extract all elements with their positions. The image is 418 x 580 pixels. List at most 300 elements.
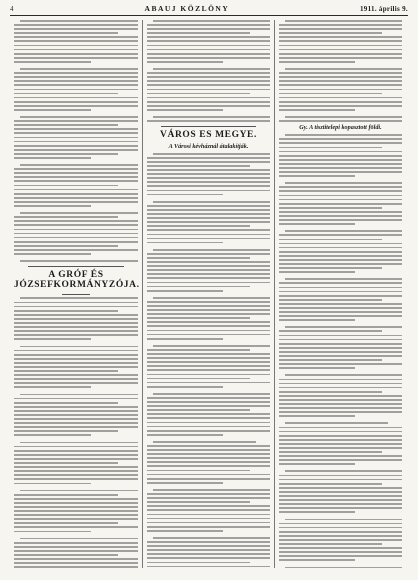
text-line	[147, 242, 223, 244]
text-line	[14, 201, 138, 203]
text-line	[147, 518, 270, 520]
text-line	[14, 145, 138, 147]
text-line	[147, 72, 270, 74]
text-line	[279, 543, 382, 545]
text-line	[147, 430, 270, 432]
text-line	[279, 299, 382, 301]
text-line	[279, 32, 382, 34]
text-line	[14, 109, 91, 111]
text-line	[14, 566, 138, 568]
text-line	[279, 215, 402, 217]
text-line	[147, 190, 270, 192]
text-line	[279, 40, 402, 42]
text-line	[147, 405, 270, 407]
text-line	[147, 465, 270, 467]
text-line	[279, 259, 402, 261]
text-line	[279, 427, 402, 429]
text-line	[147, 61, 223, 63]
masthead	[10, 4, 408, 16]
text-line	[20, 538, 138, 540]
text-line	[147, 84, 270, 86]
text-line	[14, 531, 91, 533]
article-text-block	[279, 134, 402, 568]
text-line	[279, 367, 355, 369]
text-line	[147, 305, 270, 307]
text-line	[14, 124, 118, 126]
text-line	[279, 97, 402, 99]
text-line	[279, 57, 402, 59]
text-line	[147, 169, 270, 171]
text-line	[147, 277, 270, 279]
text-line	[279, 311, 402, 313]
text-line	[14, 434, 91, 436]
text-line	[14, 132, 138, 134]
text-line	[279, 255, 402, 257]
text-line	[14, 245, 118, 247]
text-line	[147, 205, 270, 207]
text-line	[147, 401, 270, 403]
text-line	[279, 431, 402, 433]
text-line	[14, 172, 138, 174]
text-line	[279, 171, 402, 173]
text-line	[147, 209, 270, 211]
section-heading-graf: A GRÓF ÉS JÓZSEFKORMÁNYZÓJA.	[14, 269, 140, 290]
text-line	[147, 334, 270, 336]
text-line	[20, 442, 138, 444]
text-line	[147, 453, 270, 455]
text-line	[279, 395, 402, 397]
text-line	[14, 72, 138, 74]
text-line	[279, 463, 355, 465]
text-line	[147, 497, 270, 499]
text-line	[147, 120, 270, 122]
text-line	[14, 326, 138, 328]
text-line	[279, 455, 402, 457]
text-line	[147, 566, 270, 568]
text-line	[279, 203, 402, 205]
text-line	[279, 267, 382, 269]
text-line	[14, 450, 138, 452]
text-line	[279, 379, 402, 381]
text-line	[153, 345, 270, 347]
text-line	[153, 201, 270, 203]
text-line	[14, 193, 138, 195]
newspaper-title: ABAUJ KÖZLÖNY	[144, 4, 230, 13]
text-line	[14, 358, 138, 360]
text-line	[279, 551, 402, 553]
text-line	[147, 301, 270, 303]
text-line	[147, 374, 270, 376]
text-line	[279, 347, 402, 349]
text-line	[147, 474, 270, 476]
text-line	[279, 511, 355, 513]
text-line	[279, 28, 402, 30]
text-line	[14, 53, 138, 55]
columns	[10, 20, 408, 568]
text-line	[279, 163, 402, 165]
text-line	[147, 353, 270, 355]
text-line	[14, 446, 138, 448]
text-line	[279, 495, 402, 497]
text-line	[14, 562, 138, 564]
text-line	[14, 105, 138, 107]
text-line	[147, 493, 270, 495]
text-line	[14, 322, 138, 324]
text-line	[147, 434, 223, 436]
text-line	[147, 57, 270, 59]
text-line	[14, 157, 91, 159]
text-line	[14, 334, 138, 336]
text-line	[147, 413, 270, 415]
text-line	[14, 141, 138, 143]
text-line	[147, 76, 270, 78]
section-subheading-varos: A Városi kévháznál átalakítják.	[168, 142, 249, 150]
text-line	[14, 502, 138, 504]
text-line	[147, 53, 270, 55]
text-line	[153, 153, 270, 155]
text-line	[20, 297, 138, 299]
text-line	[14, 398, 138, 400]
text-line	[14, 366, 138, 368]
text-line	[147, 482, 223, 484]
text-line	[147, 28, 270, 30]
text-line	[20, 260, 138, 262]
text-line	[20, 20, 138, 22]
text-line	[147, 361, 270, 363]
text-line	[285, 470, 402, 472]
text-line	[285, 20, 402, 22]
text-line	[147, 330, 270, 332]
text-line	[14, 410, 138, 412]
text-line	[147, 24, 270, 26]
text-line	[147, 409, 250, 411]
text-line	[279, 499, 402, 501]
text-line	[279, 239, 382, 241]
text-line	[14, 406, 138, 408]
column-middle	[142, 20, 274, 568]
text-line	[279, 243, 402, 245]
text-line	[147, 549, 270, 551]
text-line	[279, 109, 355, 111]
text-line	[14, 302, 138, 304]
text-line	[14, 314, 138, 316]
text-line	[14, 354, 138, 356]
text-line	[279, 307, 402, 309]
text-line	[279, 53, 402, 55]
text-line	[147, 422, 270, 424]
text-line	[14, 466, 138, 468]
text-line	[147, 457, 270, 459]
text-line	[279, 383, 402, 385]
text-line	[279, 531, 402, 533]
column-left	[10, 20, 142, 568]
divider	[28, 266, 124, 267]
text-line	[20, 116, 138, 118]
article-text-block	[279, 20, 402, 122]
text-line	[14, 418, 138, 420]
text-line	[147, 526, 270, 528]
text-line	[14, 558, 138, 560]
text-line	[14, 233, 138, 235]
text-line	[147, 177, 270, 179]
text-line	[279, 282, 402, 284]
article-text-block	[147, 153, 270, 568]
text-line	[147, 185, 270, 187]
text-line	[279, 199, 402, 201]
text-line	[279, 363, 402, 365]
text-line	[279, 101, 402, 103]
text-line	[153, 297, 270, 299]
text-line	[279, 76, 402, 78]
text-line	[147, 321, 270, 323]
text-line	[14, 426, 138, 428]
text-line	[147, 221, 270, 223]
text-line	[147, 89, 270, 91]
text-line	[147, 93, 250, 95]
text-line	[14, 137, 138, 139]
text-line	[279, 147, 382, 149]
text-line	[14, 318, 138, 320]
text-line	[147, 382, 270, 384]
text-line	[14, 414, 138, 416]
text-line	[14, 542, 138, 544]
text-line	[147, 36, 270, 38]
text-line	[279, 45, 402, 47]
text-line	[14, 350, 138, 352]
text-line	[147, 290, 223, 292]
text-line	[14, 220, 138, 222]
text-line	[14, 478, 138, 480]
text-line	[147, 397, 270, 399]
text-line	[14, 362, 138, 364]
text-line	[14, 224, 138, 226]
text-line	[14, 189, 138, 191]
text-line	[14, 249, 138, 251]
text-line	[14, 498, 138, 500]
text-line	[14, 470, 138, 472]
text-line	[279, 287, 402, 289]
text-line	[147, 369, 270, 371]
text-line	[279, 439, 402, 441]
text-line	[279, 315, 402, 317]
text-line	[147, 317, 250, 319]
text-line	[20, 164, 138, 166]
text-line	[285, 182, 402, 184]
text-line	[14, 45, 138, 47]
text-line	[279, 459, 402, 461]
text-line	[14, 462, 118, 464]
text-line	[147, 286, 250, 288]
text-line	[14, 61, 91, 63]
text-line	[147, 338, 223, 340]
text-line	[14, 24, 138, 26]
text-line	[20, 346, 138, 348]
article-text-block	[14, 20, 138, 262]
text-line	[153, 249, 270, 251]
text-line	[147, 557, 270, 559]
text-line	[285, 134, 402, 136]
text-line	[14, 40, 138, 42]
text-line	[147, 173, 270, 175]
text-line	[147, 269, 270, 271]
text-line	[279, 263, 402, 265]
text-line	[147, 80, 270, 82]
text-line	[279, 175, 355, 177]
text-line	[147, 109, 223, 111]
text-line	[279, 219, 402, 221]
text-line	[147, 282, 270, 284]
text-line	[14, 80, 138, 82]
text-line	[279, 234, 402, 236]
text-line	[147, 161, 270, 163]
text-line	[14, 180, 138, 182]
text-line	[147, 261, 270, 263]
text-line	[20, 394, 138, 396]
text-line	[153, 537, 270, 539]
text-line	[14, 458, 138, 460]
text-line	[14, 197, 138, 199]
text-line	[279, 105, 402, 107]
text-line	[147, 313, 270, 315]
text-line	[147, 530, 223, 532]
text-line	[14, 168, 138, 170]
text-line	[279, 503, 402, 505]
text-line	[14, 522, 118, 524]
text-line	[14, 93, 118, 95]
text-line	[279, 335, 402, 337]
text-line	[147, 157, 270, 159]
text-line	[279, 415, 355, 417]
text-line	[147, 501, 250, 503]
text-line	[14, 76, 138, 78]
text-line	[14, 338, 91, 340]
text-line	[147, 257, 250, 259]
text-line	[279, 547, 402, 549]
text-line	[279, 407, 402, 409]
text-line	[153, 20, 270, 22]
text-line	[279, 319, 355, 321]
text-line	[147, 325, 270, 327]
text-line	[279, 120, 402, 122]
text-line	[279, 142, 402, 144]
issue-date: 1911. április 9.	[360, 5, 408, 13]
text-line	[279, 355, 402, 357]
section-subheading-right: Gy. A tisztitelepi kopasztott földi.	[299, 124, 382, 132]
text-line	[14, 101, 138, 103]
divider	[62, 294, 90, 295]
text-line	[285, 422, 388, 424]
text-line	[147, 181, 270, 183]
text-line	[279, 72, 402, 74]
text-line	[147, 509, 270, 511]
text-line	[285, 68, 402, 70]
text-line	[279, 223, 355, 225]
text-line	[147, 505, 270, 507]
text-line	[147, 470, 250, 472]
text-line	[14, 229, 138, 231]
text-line	[279, 555, 402, 557]
text-line	[279, 271, 355, 273]
text-line	[153, 489, 270, 491]
text-line	[279, 155, 402, 157]
text-line	[14, 49, 138, 51]
text-line	[279, 399, 402, 401]
text-line	[147, 213, 270, 215]
text-line	[147, 349, 250, 351]
text-line	[153, 116, 270, 118]
text-line	[147, 522, 270, 524]
text-line	[147, 417, 270, 419]
text-line	[279, 535, 402, 537]
text-line	[279, 507, 402, 509]
text-line	[20, 490, 138, 492]
text-line	[14, 483, 91, 485]
text-line	[279, 527, 402, 529]
text-line	[14, 253, 91, 255]
text-line	[147, 234, 270, 236]
text-line	[147, 253, 270, 255]
text-line	[147, 562, 250, 564]
text-line	[279, 479, 402, 481]
text-line	[14, 185, 118, 187]
text-line	[279, 330, 382, 332]
text-line	[14, 386, 91, 388]
text-line	[14, 454, 138, 456]
text-line	[14, 430, 118, 432]
text-line	[279, 443, 402, 445]
article-text-block	[14, 297, 138, 568]
text-line	[147, 365, 270, 367]
text-line	[279, 491, 402, 493]
text-line	[14, 28, 138, 30]
text-line	[147, 45, 270, 47]
text-line	[14, 57, 138, 59]
text-line	[147, 478, 270, 480]
text-line	[279, 24, 402, 26]
text-line	[14, 382, 138, 384]
text-line	[285, 278, 402, 280]
text-line	[14, 310, 118, 312]
text-line	[14, 120, 138, 122]
text-line	[14, 176, 138, 178]
text-line	[147, 238, 270, 240]
text-line	[147, 97, 270, 99]
text-line	[14, 237, 138, 239]
text-line	[14, 510, 138, 512]
text-line	[147, 545, 270, 547]
text-line	[14, 205, 91, 207]
text-line	[279, 447, 402, 449]
text-line	[285, 374, 402, 376]
article-text-block	[147, 20, 270, 122]
text-line	[279, 451, 382, 453]
text-line	[285, 326, 402, 328]
text-line	[147, 449, 270, 451]
page-number: 4	[10, 5, 14, 13]
text-line	[279, 411, 402, 413]
text-line	[14, 84, 138, 86]
text-line	[279, 80, 402, 82]
text-line	[14, 506, 138, 508]
text-line	[14, 518, 138, 520]
text-line	[279, 303, 402, 305]
text-line	[147, 40, 270, 42]
text-line	[14, 306, 138, 308]
text-line	[20, 68, 138, 70]
text-line	[279, 167, 402, 169]
text-line	[279, 190, 402, 192]
text-line	[14, 32, 118, 34]
